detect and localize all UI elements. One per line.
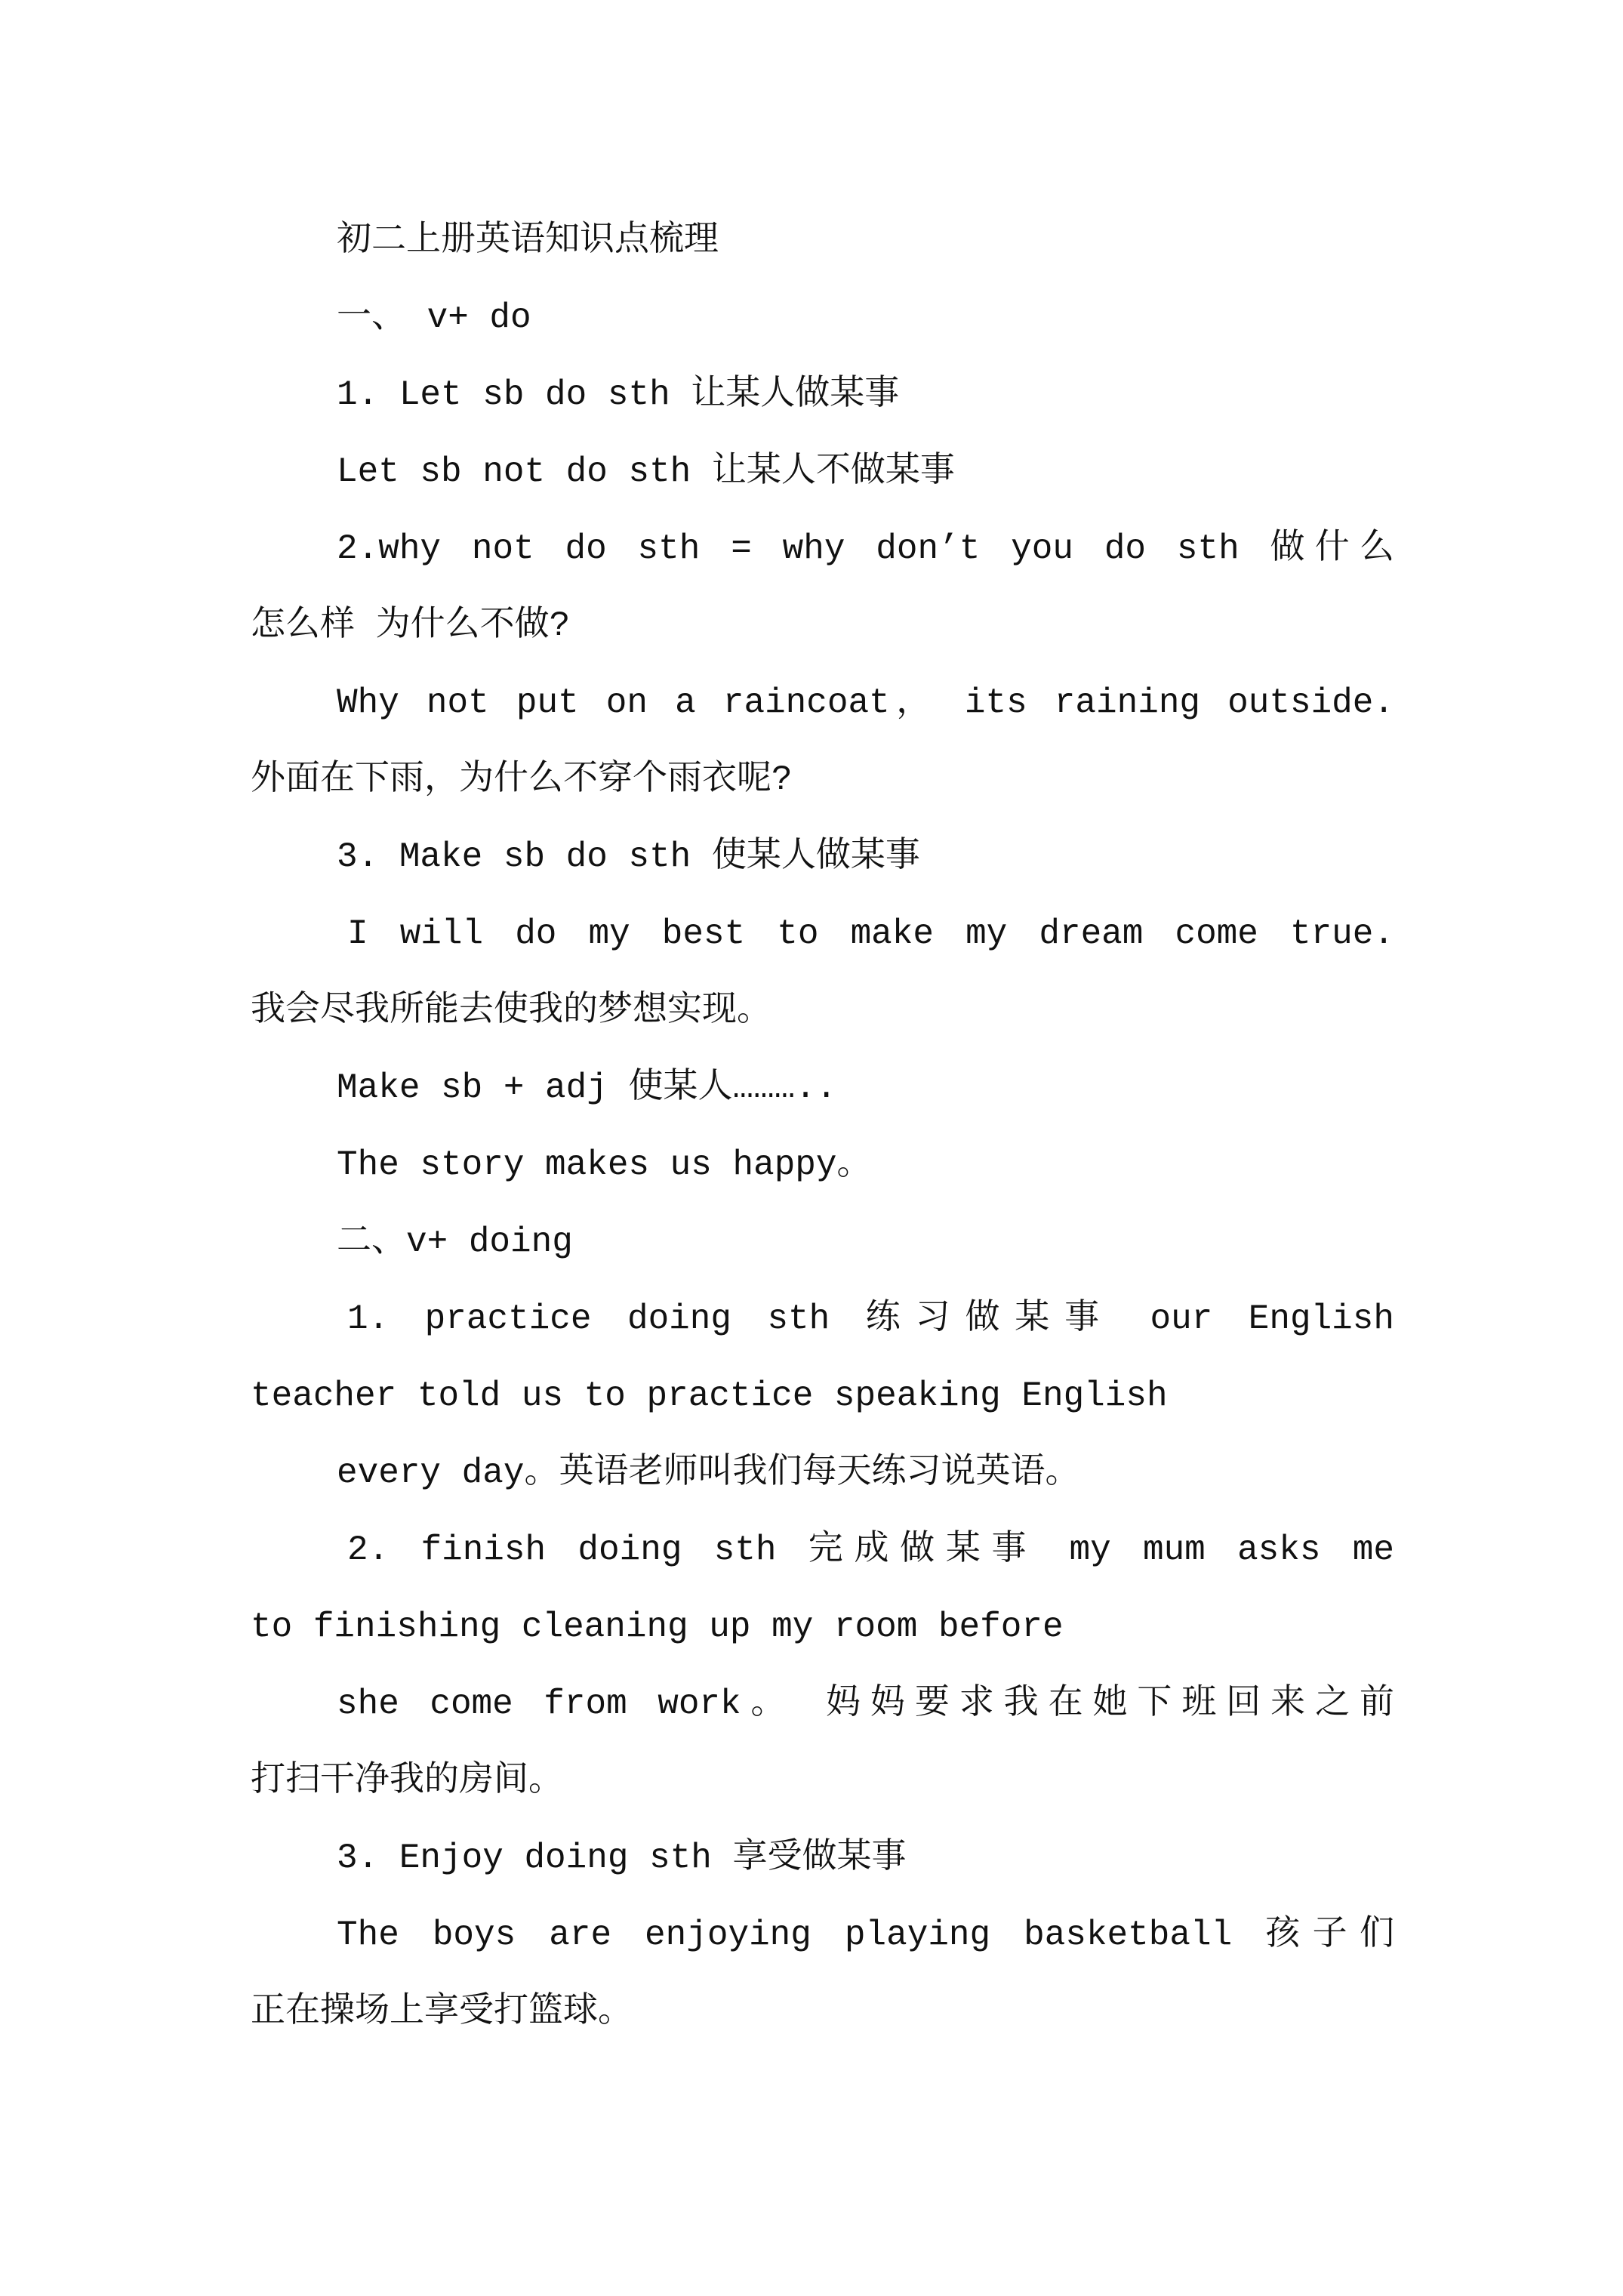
doc-line: 2. finish doing sth 完成做某事 my mum asks me xyxy=(347,1530,1394,1570)
doc-line: 打扫干净我的房间。 xyxy=(251,1761,563,1801)
section-heading: 一、 v+ do xyxy=(337,298,531,337)
doc-line: every day。英语老师叫我们每天练习说英语。 xyxy=(337,1453,1080,1493)
doc-line: Make sb + adj 使某人……….. xyxy=(337,1068,837,1108)
document-title: 初二上册英语知识点梳理 xyxy=(337,221,719,260)
doc-line: 正在操场上享受打篮球。 xyxy=(251,1992,633,2032)
doc-line: 3. Enjoy doing sth 享受做某事 xyxy=(337,1838,907,1878)
doc-line: she come from work。 妈妈要求我在她下班回来之前 xyxy=(337,1684,1394,1724)
doc-line: Why not put on a raincoat， its raining outside. xyxy=(337,683,1394,723)
doc-line: 3. Make sb do sth 使某人做某事 xyxy=(337,837,920,877)
doc-line: I will do my best to make my dream come true. xyxy=(347,914,1394,954)
doc-line: teacher told us to practice speaking English xyxy=(251,1376,1168,1416)
doc-line: 怎么样 为什么不做? xyxy=(251,606,571,646)
doc-line: 1. Let sb do sth 让某人做某事 xyxy=(337,375,900,415)
doc-line: 我会尽我所能去使我的梦想实现。 xyxy=(251,991,771,1031)
section-heading: 二、v+ doing xyxy=(337,1222,573,1262)
doc-line: 外面在下雨，为什么不穿个雨衣呢? xyxy=(251,760,793,800)
doc-line: The story makes us happy。 xyxy=(337,1145,872,1185)
doc-line: The boys are enjoying playing basketball 孩子们 xyxy=(337,1915,1394,1955)
doc-line: 2.why not do sth = why don’t you do sth 做什么 xyxy=(337,529,1394,569)
document-page xyxy=(251,202,1394,2051)
doc-line: Let sb not do sth 让某人不做某事 xyxy=(337,452,955,492)
doc-line: 1. practice doing sth 练习做某事 our English xyxy=(347,1299,1394,1339)
doc-line: to finishing cleaning up my room before xyxy=(251,1607,1064,1647)
